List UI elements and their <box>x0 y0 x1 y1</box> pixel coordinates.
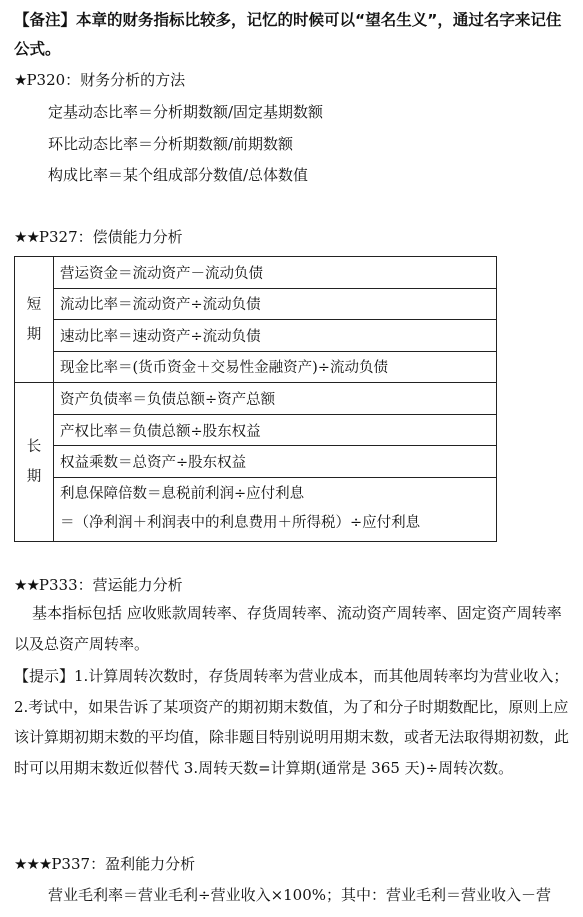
section-title: P320：财务分析的方法 <box>26 71 186 89</box>
table-row <box>15 351 497 383</box>
table-cell: 营运资金＝流动资产－流动负债 <box>54 257 497 289</box>
formula-line: 环比动态比率＝分析期数额/前期数额 <box>48 135 294 153</box>
chapter-note: 【备注】本章的财务指标比较多，记忆的时候可以“望名生义”，通过名字来记住公式。 <box>14 11 562 58</box>
formula-line: 定基动态比率＝分析期数额/固定基期数额 <box>48 103 324 121</box>
tip-paragraph <box>14 661 574 783</box>
tip-label: 【提示】 <box>14 667 75 685</box>
formula-line: 营业毛利率＝营业毛利÷营业收入×100%；其中：营业毛利＝营业收入－营 <box>48 886 552 904</box>
table-cell: 流动比率＝流动资产÷流动负债 <box>54 288 497 320</box>
table-row <box>15 257 497 289</box>
star-icon: ★★ <box>14 576 39 594</box>
solvency-ratio-table <box>14 256 497 542</box>
tip-text: 1.计算周转次数时，存货周转率为营业成本，而其他周转率均为营业收入；2.考试中，如果告诉了某项资产的期初期末数值，为了和分子时期数配比，原则上应该计算期初期末数的平均值，除非题目特别说明用期末数，或者无法取得期初数，此时可以用期末数近似替代 3.周转天数=计算期(通常是 365 天)÷周转次数。 <box>14 667 570 777</box>
table-row <box>15 383 497 415</box>
section-title: P333：营运能力分析 <box>38 576 183 594</box>
table-row <box>15 288 497 320</box>
section-title: P337：盈利能力分析 <box>51 855 196 873</box>
section-heading-p327 <box>14 226 183 247</box>
star-icon: ★ <box>14 71 27 89</box>
table-cell: 现金比率＝(货币资金＋交易性金融资产)÷流动负债 <box>54 351 497 383</box>
section-heading-p337 <box>14 853 195 874</box>
section-heading-p320 <box>14 69 185 90</box>
long-term-label: 长 期 <box>15 383 54 542</box>
section-heading-p333 <box>14 574 183 595</box>
table-cell: 利息保障倍数＝息税前利润÷应付利息 ＝（净利润＋利润表中的利息费用＋所得税）÷应付利息 <box>54 477 497 541</box>
table-row <box>15 477 497 541</box>
table-cell: 权益乘数＝总资产÷股东权益 <box>54 446 497 478</box>
star-icon: ★★★ <box>14 855 52 873</box>
paragraph: 基本指标包括 应收账款周转率、存货周转率、流动资产周转率、固定资产周转率以及总资产周转率。 <box>14 604 562 653</box>
table-cell: 速动比率＝速动资产÷流动负债 <box>54 320 497 352</box>
table-row <box>15 320 497 352</box>
table-row <box>15 446 497 478</box>
formula-line: 构成比率＝某个组成部分数值/总体数值 <box>48 166 309 184</box>
table-row <box>15 414 497 446</box>
section-title: P327：偿债能力分析 <box>38 228 183 246</box>
table-cell: 资产负债率＝负债总额÷资产总额 <box>54 383 497 415</box>
star-icon: ★★ <box>14 228 39 246</box>
table-cell: 产权比率＝负债总额÷股东权益 <box>54 414 497 446</box>
short-term-label: 短 期 <box>15 257 54 383</box>
